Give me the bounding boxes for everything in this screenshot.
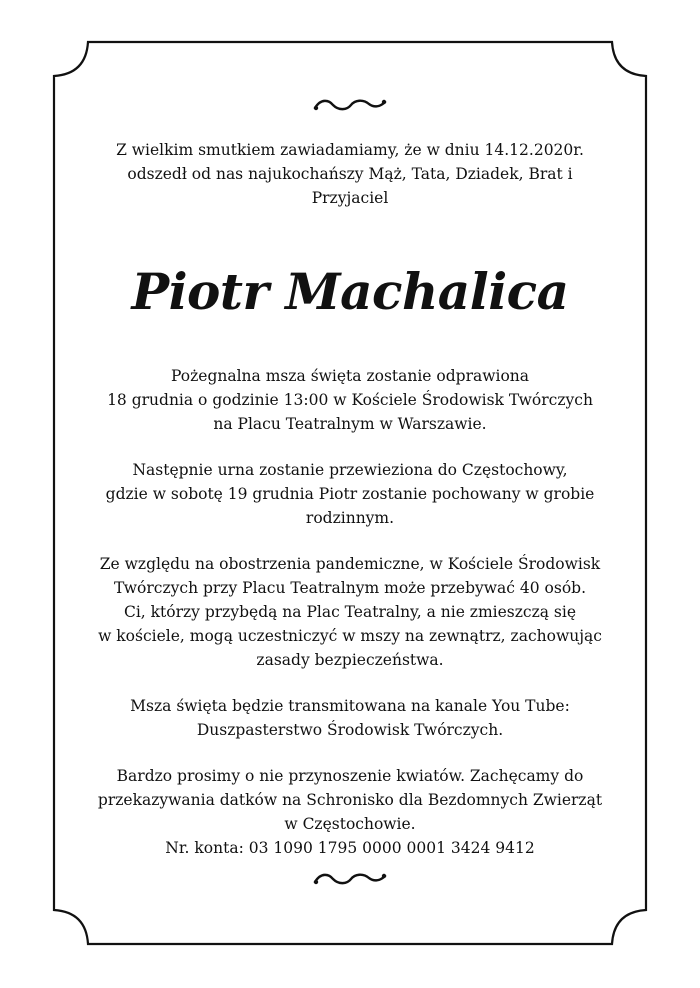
text-line: Msza święta będzie transmitowana na kanale You Tube: — [130, 697, 570, 715]
text-line: rodzinnym. — [305, 509, 395, 527]
burial-info-paragraph — [90, 458, 610, 530]
text-line: 18 grudnia o godzinie 13:00 w Kościele Środowisk Twórczych — [107, 391, 593, 409]
mass-info-paragraph — [90, 364, 610, 436]
text-line: gdzie w sobotę 19 grudnia Piotr zostanie pochowany w grobie — [105, 485, 595, 503]
text-line: zasady bezpieczeństwa. — [256, 651, 444, 669]
text-line: Pożegnalna msza święta zostanie odprawiona — [170, 367, 530, 385]
text-line: Następnie urna zostanie przewieziona do Częstochowy, — [132, 461, 568, 479]
deceased-name: Piotr Machalica — [131, 262, 569, 321]
text-line: przekazywania datków na Schronisko dla Bezdomnych Zwierząt — [97, 791, 603, 809]
text-line: na Placu Teatralnym w Warszawie. — [213, 415, 487, 433]
broadcast-info-paragraph — [90, 694, 610, 742]
donation-info-paragraph — [90, 764, 610, 836]
text-line: Twórczych przy Placu Teatralnym może przebywać 40 osób. — [113, 579, 587, 597]
intro-text — [90, 138, 610, 210]
text-line: Bardzo prosimy o nie przynoszenie kwiatów. Zachęcamy do — [116, 767, 584, 785]
text-line: Ze względu na obostrzenia pandemiczne, w Kościele Środowisk — [99, 555, 601, 573]
bank-account-number: Nr. konta: 03 1090 1795 0000 0001 3424 9412 — [165, 839, 535, 857]
ornament-swirl-bottom-icon — [311, 870, 389, 888]
text-line: Duszpasterstwo Środowisk Twórczych. — [196, 721, 504, 739]
intro-line: Z wielkim smutkiem zawiadamiamy, że w dniu 14.12.2020r. — [116, 141, 584, 159]
text-line: w Częstochowie. — [284, 815, 416, 833]
intro-line: odszedł od nas najukochańszy Mąż, Tata, Dziadek, Brat i Przyjaciel — [127, 165, 573, 207]
text-line: w kościele, mogą uczestniczyć w mszy na zewnątrz, zachowując — [98, 627, 602, 645]
pandemic-info-paragraph — [90, 552, 610, 672]
text-line: Ci, którzy przybędą na Plac Teatralny, a nie zmieszczą się — [123, 603, 577, 621]
announcement-content — [90, 138, 610, 860]
ornament-swirl-top-icon — [311, 96, 389, 114]
